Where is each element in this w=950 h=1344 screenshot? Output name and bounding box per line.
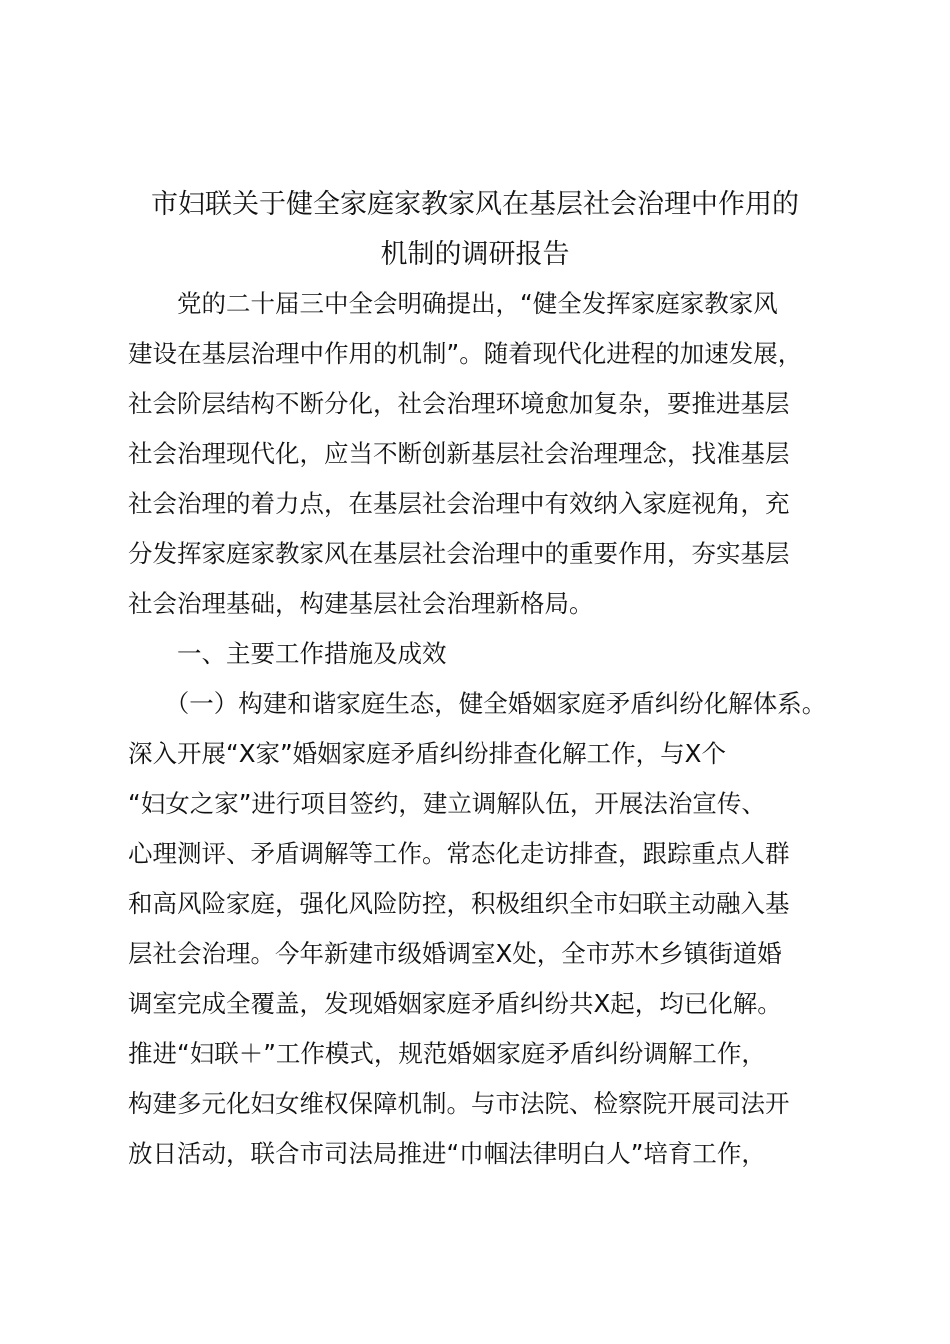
paragraph-line: 分发挥家庭家教家风在基层社会治理中的重要作用，夯实基层 (128, 539, 790, 568)
paragraph-line: 党的二十届三中全会明确提出，“健全发挥家庭家教家风 (128, 289, 778, 318)
paragraph-line: 和高风险家庭，强化风险防控，积极组织全市妇联主动融入基 (128, 889, 790, 918)
paragraph-line: 社会阶层结构不断分化，社会治理环境愈加复杂，要推进基层 (128, 389, 790, 418)
paragraph-line: 社会治理现代化，应当不断创新基层社会治理理念，找准基层 (128, 439, 790, 468)
paragraph-line: 深入开展“X家”婚姻家庭矛盾纠纷排查化解工作，与X个 (128, 739, 726, 768)
paragraph-line: 社会治理的着力点，在基层社会治理中有效纳入家庭视角，充 (128, 489, 790, 518)
paragraph-line: 放日活动，联合市司法局推进“巾帼法律明白人”培育工作， (128, 1139, 766, 1168)
paragraph-line: （一）构建和谐家庭生态，健全婚姻家庭矛盾纠纷化解体系。 (128, 689, 827, 718)
paragraph-line: 构建多元化妇女维权保障机制。与市法院、检察院开展司法开 (128, 1089, 790, 1118)
document-title-line-2: 机制的调研报告 (380, 239, 570, 270)
paragraph-line: 调室完成全覆盖，发现婚姻家庭矛盾纠纷共X起，均已化解。 (128, 989, 782, 1018)
paragraph-line: 建设在基层治理中作用的机制”。随着现代化进程的加速发展， (128, 339, 803, 368)
section-heading: 一、主要工作措施及成效 (128, 639, 447, 668)
paragraph-line: “妇女之家”进行项目签约，建立调解队伍，开展法治宣传、 (128, 789, 766, 818)
paragraph-line: 社会治理基础，构建基层社会治理新格局。 (128, 589, 594, 618)
document-title-line-1: 市妇联关于健全家庭家教家风在基层社会治理中作用的 (151, 189, 799, 220)
paragraph-line: 心理测评、矛盾调解等工作。常态化走访排查，跟踪重点人群 (128, 839, 790, 868)
paragraph-line: 层社会治理。今年新建市级婚调室X处，全市苏木乡镇街道婚 (128, 939, 782, 968)
paragraph-line: 推进“妇联＋”工作模式，规范婚姻家庭矛盾纠纷调解工作， (128, 1039, 766, 1068)
